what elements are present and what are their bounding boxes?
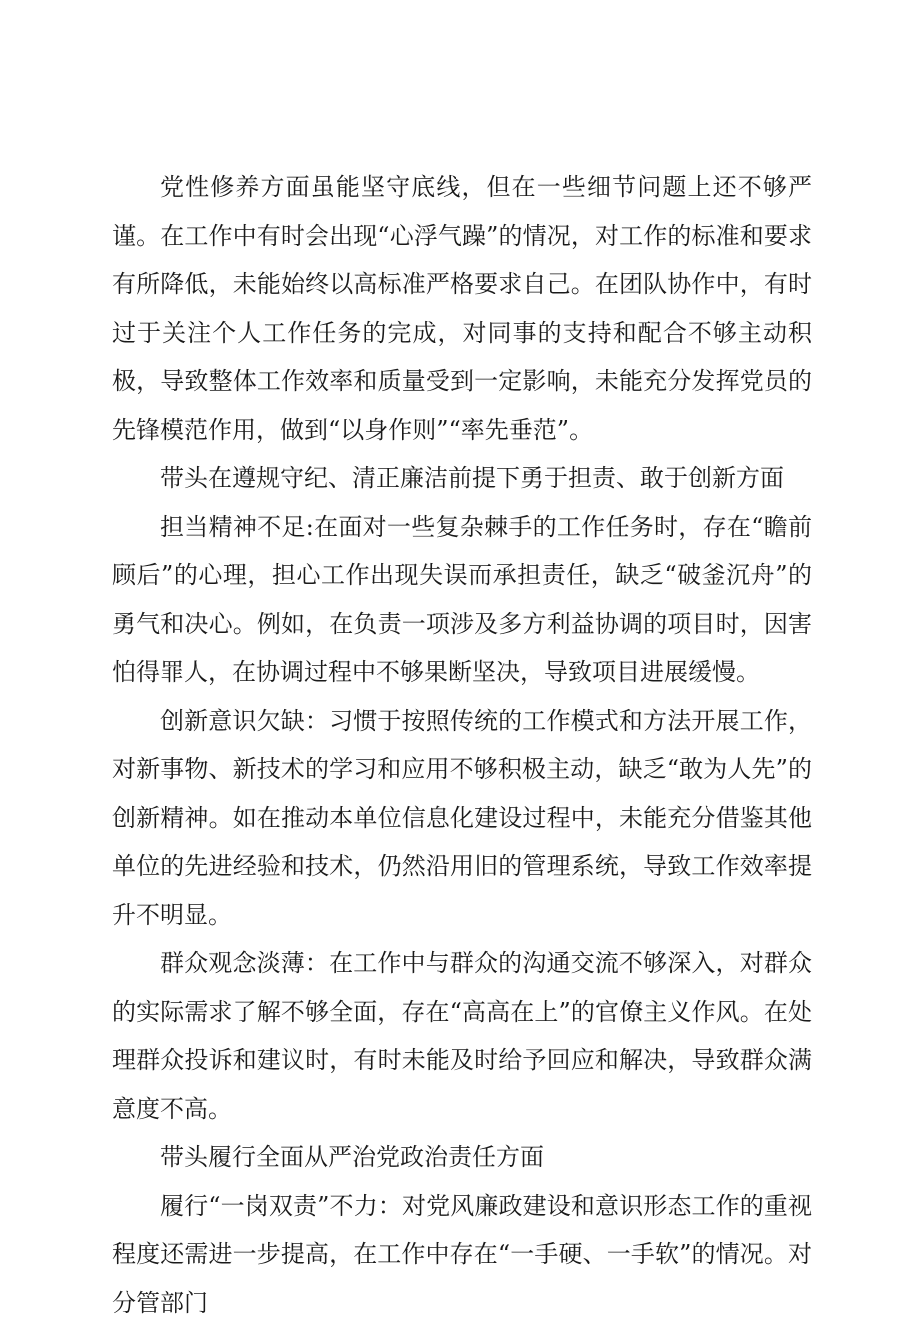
section-heading-party-governance: 带头履行全面从严治党政治责任方面 bbox=[112, 1133, 812, 1182]
section-heading-discipline-innovation: 带头在遵规守纪、清正廉洁前提下勇于担责、敢于创新方面 bbox=[112, 454, 812, 503]
document-body bbox=[112, 163, 812, 1327]
paragraph-mass-line: 群众观念淡薄：在工作中与群众的沟通交流不够深入，对群众的实际需求了解不够全面，存在“高高在上”的官僚主义作风。在处理群众投诉和建议时，有时未能及时给予回应和解决，导致群众满意度不高。 bbox=[112, 939, 812, 1133]
paragraph-innovation: 创新意识欠缺：习惯于按照传统的工作模式和方法开展工作，对新事物、新技术的学习和应用不够积极主动，缺乏“敢为人先”的创新精神。如在推动本单位信息化建设过程中，未能充分借鉴其他单位的先进经验和技术，仍然沿用旧的管理系统，导致工作效率提升不明显。 bbox=[112, 697, 812, 940]
paragraph-dual-responsibility: 履行“一岗双责”不力：对党风廉政建设和意识形态工作的重视程度还需进一步提高，在工作中存在“一手硬、一手软”的情况。对分管部门 bbox=[112, 1182, 812, 1327]
paragraph-responsibility: 担当精神不足:在面对一些复杂棘手的工作任务时，存在“瞻前顾后”的心理，担心工作出现失误而承担责任，缺乏“破釜沉舟”的勇气和决心。例如，在负责一项涉及多方利益协调的项目时，因害怕得罪人，在协调过程中不够果断坚决，导致项目进展缓慢。 bbox=[112, 503, 812, 697]
paragraph-party-cultivation: 党性修养方面虽能坚守底线，但在一些细节问题上还不够严谨。在工作中有时会出现“心浮气躁”的情况，对工作的标准和要求有所降低，未能始终以高标准严格要求自己。在团队协作中，有时过于关注个人工作任务的完成，对同事的支持和配合不够主动积极，导致整体工作效率和质量受到一定影响，未能充分发挥党员的先锋模范作用，做到“以身作则”“率先垂范”。 bbox=[112, 163, 812, 454]
